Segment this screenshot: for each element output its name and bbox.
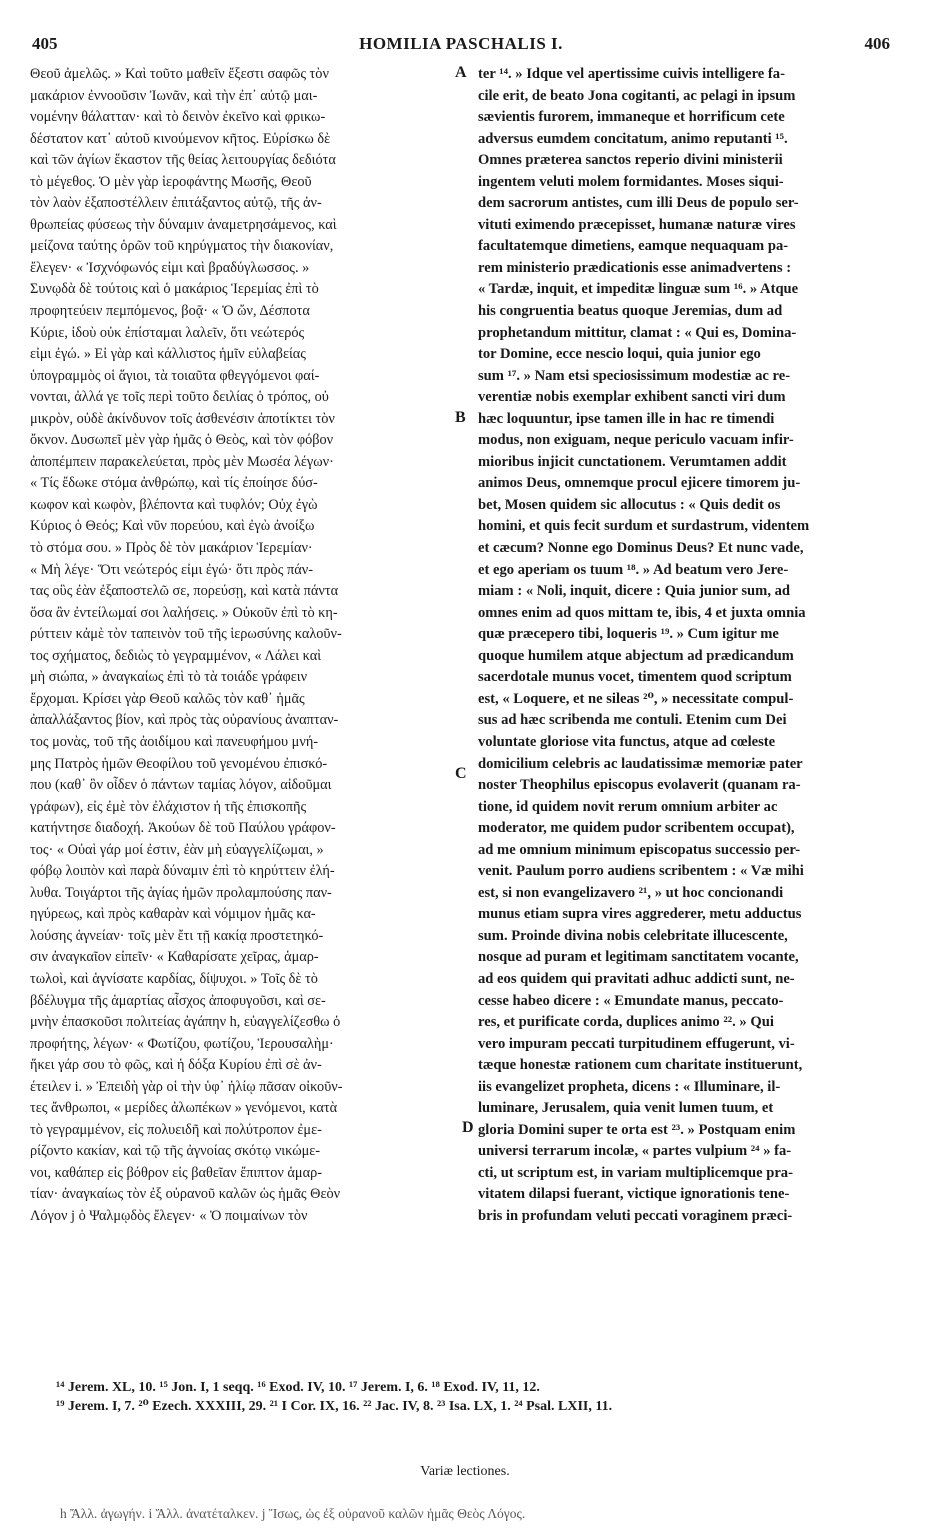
latin-text-line: moderator, me quidem pudor scribentem occupat), [478, 820, 795, 837]
greek-text-line: ἔρχομαι. Κρίσει γὰρ Θεοῦ καλῶς τὸν καθ᾽ ἡμᾶς [30, 690, 305, 707]
latin-text-line: quoque humilem atque abjectum ad prædicandum [478, 647, 794, 664]
margin-marker-a: A [455, 64, 467, 81]
latin-text-line: verentiæ nobis exemplar exhibent sancti viri dum [478, 389, 786, 406]
greek-text-line: θρωπείας φύσεως τὴν δύναμιν ἀναμετρησάμενος, καὶ [30, 216, 337, 233]
footnotes [56, 1378, 906, 1416]
latin-text-line: venit. Paulum porro audiens scribentem : « Væ mihi [478, 863, 804, 880]
latin-text-line: voluntate gloriose vita functus, atque ad cœleste [478, 733, 776, 750]
greek-text-line: μικρὸν, οὐδὲ ἀκίνδυνον τοῖς ἀσθενέσιν ἀποτίκτει τὸν [30, 410, 335, 427]
greek-text-line: μὴ σιώπα, » ἀναγκαίως ἐπὶ τὸ τὰ τοιάδε γράφειν [30, 669, 308, 686]
latin-text-line: quæ præcepero tibi, loqueris ¹⁹. » Cum igitur me [478, 626, 779, 643]
greek-text-line: μνὴν ἐπασκοῦσι πολιτείας ἀγάπην h, εὐαγγελίζεσθω ὁ [30, 1014, 341, 1031]
latin-text-line: sum. Proinde divina nobis celebritate illucescente, [478, 927, 788, 944]
latin-text-line: tione, id quidem novit rerum omnium arbiter ac [478, 798, 778, 815]
latin-text-line: cesse habeo dicere : « Emundate manus, peccato- [478, 992, 784, 1009]
latin-text-line: rem ministerio prædicationis esse animadvertens : [478, 259, 792, 276]
greek-text-line: τίαν· ἀναγκαίως τὸν ἐξ οὐρανοῦ καλῶν ὡς ἡμᾶς Θεὸν [30, 1186, 341, 1203]
greek-text-line: τὸ στόμα σου. » Πρὸς δὲ τὸν μακάριον Ἱερεμίαν· [30, 540, 313, 557]
latin-text-line: vitatem dilapsi fuerant, victique ignorationis tene- [478, 1186, 790, 1203]
greek-text-line: τος· « Οὐαὶ γάρ μοί ἐστιν, ἐὰν μὴ εὐαγγελίζωμαι, » [30, 841, 324, 858]
latin-text-line: est, si non evangelizavero ²¹, » ut hoc concionandi [478, 884, 784, 901]
greek-column [30, 64, 462, 1228]
latin-text-line: est, « Loquere, et ne sileas ²⁰, » necessitate compul- [478, 690, 794, 707]
margin-marker-b: B [455, 409, 466, 426]
greek-text-line: « Τίς ἔδωκε στόμα ἀνθρώπῳ, καὶ τίς ἐποίησε δύσ- [30, 475, 318, 492]
greek-text-line: νομένην θάλατταν· καὶ τὸ δεινὸν ἐκεῖνο καὶ φρικω- [30, 109, 326, 126]
greek-text-line: νοι, καθάπερ εἰς βόθρον εἰς βαθεῖαν ἔπιπτον ἁμαρ- [30, 1164, 322, 1181]
latin-text-line: sum ¹⁷. » Nam etsi speciosissimum modestiæ ac re- [478, 367, 791, 384]
greek-text-line: « Μὴ λέγε· Ὅτι νεώτερός εἰμι ἐγώ· ὅτι πρὸς πάν- [30, 561, 313, 578]
page-number-left: 405 [32, 34, 58, 53]
latin-text-line: ad eos quidem qui pravitati adhuc addicti sunt, ne- [478, 970, 795, 987]
latin-text-line: luminare, Jerusalem, quia venit lumen tuum, et [478, 1100, 774, 1117]
page-header [32, 34, 890, 58]
latin-text-line: noster Theophilus episcopus evolaverit (quanam ra- [478, 777, 801, 794]
greek-text-line: τες ἄνθρωποι, « μερίδες ἀλωπέκων » γενόμενοι, κατὰ [30, 1100, 338, 1117]
greek-text-line: που (καθ᾽ ὃν οἶδεν ὁ πάντων ταμίας λόγον, αἰδοῦμαι [30, 777, 332, 794]
latin-text-line: « Tardæ, inquit, et impeditæ linguæ sum ¹⁶. » Atque [478, 281, 799, 298]
greek-text-line: προφήτης, λέγων· « Φωτίζου, φωτίζου, Ἱερουσαλὴμ· [30, 1035, 334, 1052]
page-number-right: 406 [864, 34, 890, 53]
latin-text-line: miam : « Noli, inquit, dicere : Quia junior sum, ad [478, 583, 791, 600]
latin-text-line: his congruentia beatus quoque Jeremias, dum ad [478, 303, 783, 320]
greek-text-line: προφητεύειν πεμπόμενος, βοᾷ· « Ὁ ὤν, Δέσποτα [30, 303, 310, 320]
footnote-line: ¹⁹ Jerem. I, 7. ²⁰ Ezech. XXXIII, 29. ²¹ I Cor. IX, 16. ²² Jac. IV, 8. ²³ Isa. LX, 1. ²⁴ Psal. LXII, 11. [56, 1399, 613, 1414]
greek-text-line: Συνῳδὰ δὲ τούτοις καὶ ὁ μακάριος Ἱερεμίας ἐπὶ τὸ [30, 281, 319, 298]
latin-column [478, 64, 898, 1228]
latin-text-line: bris in profundam veluti peccati voraginem præci- [478, 1207, 793, 1224]
greek-text-line: βδέλυγμα τῆς ἁμαρτίας αἶσχος ἀποφυγοῦσι, καὶ σε- [30, 992, 326, 1009]
greek-text-line: τωλοὶ, καὶ ἁγνίσατε καρδίας, δίψυχοι. » Τοῖς δὲ τὸ [30, 970, 318, 987]
variae-lectiones-text: h Ἄλλ. ἀγωγήν. i Ἄλλ. ἀνατέταλκεν. j Ἴσως, ὡς ἐξ οὐρανοῦ καλῶν ἡμᾶς Θεὸς Λόγος. [60, 1506, 526, 1521]
latin-text-line: nosque ad puram et legitimam sanctitatem vocante, [478, 949, 799, 966]
greek-text-line: ρίζοντο κακίαν, καὶ τῷ τῆς ἀγνοίας σκότῳ νικώμε- [30, 1143, 321, 1160]
greek-text-line: Λόγον j ὁ Ψαλμῳδὸς ἔλεγεν· « Ὁ ποιμαίνων τὸν [30, 1207, 308, 1224]
latin-text-line: cti, ut scriptum est, in variam multiplicemque pra- [478, 1164, 793, 1181]
greek-text-line: τας οὓς ἐὰν ἐξαποστελῶ σε, πορεύσῃ, καὶ κατὰ πάντα [30, 583, 339, 600]
latin-text-line: universi terrarum incolæ, « partes vulpium ²⁴ » fa- [478, 1143, 792, 1160]
latin-text-line: sacerdotale munus vocet, timentem quod scriptum [478, 669, 792, 686]
latin-text-line: facultatemque dimetiens, eamque nequaquam pa- [478, 238, 789, 255]
latin-text-line: cile erit, de beato Jona cogitanti, ac pelagi in ipsum [478, 87, 796, 104]
greek-text-line: καὶ τῶν ἁγίων ἕκαστον τῆς θείας λειτουργίας δεδιότα [30, 152, 336, 169]
greek-text-line: ηγύρεως, καὶ πρὸς καθαρὰν καὶ νόμιμον ἡμᾶς κα- [30, 906, 316, 923]
greek-text-line: τος σχήματος, δεδιὼς τὸ γεγραμμένον, « Λάλει καὶ [30, 647, 322, 664]
greek-text-line: κατήντησε διαδοχή. Ἀκούων δὲ τοῦ Παύλου γράφον- [30, 820, 336, 837]
greek-text-line: τὸν λαὸν ἐξαποστέλλειν ἐπιτάξαντος αὐτῷ, τῆς ἀν- [30, 195, 322, 212]
greek-text-line: ὅσα ἂν ἐντείλωμαί σοι λαλήσεις. » Οὐκοῦν ἐπὶ τὸ κη- [30, 604, 338, 621]
greek-text-line: σιν ἀναγκαῖον εἰπεῖν· « Καθαρίσατε χεῖρας, ἁμαρ- [30, 949, 319, 966]
latin-text-line: et cæcum? Nonne ego Dominus Deus? Et nunc vade, [478, 540, 804, 557]
greek-text-line: Κύριος ὁ Θεός; Καὶ νῦν πορεύου, καὶ ἐγὼ ἀνοίξω [30, 518, 315, 535]
latin-text-line: modus, non exiguam, neque periculo vacuam infir- [478, 432, 794, 449]
latin-text-line: domicilium celebris ac laudatissimæ memoriæ pater [478, 755, 803, 772]
latin-text-line: ad me omnium minimum episcopatus successio per- [478, 841, 801, 858]
greek-text-line: ὄκνον. Δυσωπεῖ μὲν γὰρ ἡμᾶς ὁ Θεὸς, καὶ τὸν φόβον [30, 432, 334, 449]
margin-marker-d: D [462, 1119, 474, 1136]
greek-text-line: μείζονα ταύτης ὁρῶν τοῦ κηρύγματος τὴν διακονίαν, [30, 238, 334, 255]
greek-text-line: Θεοῦ ἀμελῶς. » Καὶ τοῦτο μαθεῖν ἔξεστι σαφῶς τὸν [30, 66, 329, 82]
greek-text-line: ἔλεγεν· « Ἰσχνόφωνός εἰμι καὶ βραδύγλωσσος. » [30, 259, 310, 276]
greek-text-line: έτειλεν i. » Ἐπειδὴ γὰρ οἱ τὴν ὑφ᾽ ἡλίῳ πᾶσαν οἰκοῦν- [30, 1078, 343, 1095]
greek-text-line: μακάριον ἐννοοῦσιν Ἰωνᾶν, καὶ τὴν ἐπ᾽ αὐτῷ μαι- [30, 87, 318, 104]
latin-text-line: res, et purificate corda, duplices animo ²². » Qui [478, 1014, 774, 1031]
greek-text-line: φόβῳ λοιπὸν καὶ παρὰ δύναμιν ἐπὶ τὸ κηρύττειν ἐλή- [30, 863, 335, 880]
greek-text-line: λούσης ἁγνείαν· τοῖς μὲν ἔτι τῇ κακίᾳ προστετηκό- [30, 927, 324, 944]
greek-text-line: νονται, ἀλλά γε τοῖς περὶ τοῦτο δειλίας ὁ τρόπος, οὐ [30, 389, 329, 406]
variae-lectiones-title: Variæ lectiones. [420, 1464, 510, 1479]
footnote-line: ¹⁴ Jerem. XL, 10. ¹⁵ Jon. I, 1 seqq. ¹⁶ Exod. IV, 10. ¹⁷ Jerem. I, 6. ¹⁸ Exod. IV, 11, 12. [56, 1380, 540, 1395]
greek-text-line: ὑπογραμμὸς οἱ ἅγιοι, τὰ τοιαῦτα φθεγγόμενοι φαί- [30, 367, 320, 384]
latin-text-line: et ego aperiam os tuum ¹⁸. » Ad beatum vero Jere- [478, 561, 789, 578]
greek-text-line: Κύριε, ἰδοὺ οὐκ ἐπίσταμαι λαλεῖν, ὅτι νεώτερός [30, 324, 305, 341]
latin-text-line: prophetandum mittitur, clamat : « Qui es, Domina- [478, 324, 797, 341]
greek-text-line: τος μονὰς, τοῦ τῆς ἀοιδίμου καὶ πανευφήμου μνή- [30, 733, 319, 750]
latin-text-line: animos Deus, omnemque procul ejicere timorem ju- [478, 475, 801, 492]
greek-text-line: μης Πατρὸς ἡμῶν Θεοφίλου τοῦ γενομένου ἐπισκό- [30, 755, 328, 772]
greek-text-line: κωφον καὶ κωφὸν, βλέποντα καὶ τυφλόν; Οὐχ ἐγὼ [30, 496, 318, 513]
latin-text-line: sævientis furorem, immaneque et horrificum cete [478, 109, 785, 126]
latin-text-line: tor Domine, ecce nescio loqui, quia junior ego [478, 346, 761, 363]
greek-text-line: τὸ μέγεθος. Ὁ μὲν γὰρ ἱεροφάντης Μωσῆς, Θεοῦ [30, 173, 312, 190]
greek-text-line: γράφων), εἰς ἐμὲ τὸν ἐλάχιστον ἡ τῆς ἐπισκοπῆς [30, 798, 307, 815]
latin-text-line: hæc loquuntur, ipse tamen ille in hac re timendi [478, 410, 775, 427]
latin-text-line: vituti eximendo præcepisset, humanæ naturæ vires [478, 216, 796, 233]
running-title: HOMILIA PASCHALIS I. [359, 34, 563, 53]
greek-text-line: εἰμι ἐγώ. » Εἰ γὰρ καὶ κάλλιστος ἡμῖν εὐλαβείας [30, 346, 306, 363]
latin-text-line: bet, Mosen quidem sic allocutus : « Quis dedit os [478, 496, 781, 513]
latin-text-line: mioribus injicit cunctationem. Verumtamen addit [478, 453, 787, 470]
greek-text-line: λυθα. Τοιγάρτοι τῆς ἁγίας ἡμῶν προλαμπούσης παν- [30, 884, 332, 901]
latin-text-line: munus etiam supra vires aggrederer, metu adductus [478, 906, 802, 923]
greek-text-line: ἀποπέμπειν παρακελεύεται, πρὸς μὲν Μωσέα λέγων· [30, 453, 334, 470]
latin-text-line: omnes enim ad quos mittam te, ibis, 4 et juxta omnia [478, 604, 806, 621]
latin-text-line: homini, et quis fecit surdum et surdastrum, videntem [478, 518, 810, 535]
margin-marker-c: C [455, 765, 467, 782]
greek-text-line: ρύττειν κἀμὲ τὸν ταπεινὸν τοῦ τῆς ἱερωσύνης καλοῦν- [30, 626, 342, 643]
latin-text-line: gloria Domini super te orta est ²³. » Postquam enim [478, 1121, 796, 1138]
latin-text-line: iis evangelizet propheta, dicens : « Illuminare, il- [478, 1078, 781, 1095]
latin-text-line: sus ad hæc scribenda me contuli. Etenim cum Dei [478, 712, 787, 729]
greek-text-line: δέστατον κατ᾽ αὐτοῦ κινούμενον κῆτος. Εὑρίσκω δὲ [30, 130, 331, 147]
latin-text-line: vero impuram peccati turpitudinem effugerunt, vi- [478, 1035, 795, 1052]
greek-text-line: τὸ γεγραμμένον, εἰς πολυειδῆ καὶ πολύτροπον ἐμε- [30, 1121, 322, 1138]
greek-text-line: ἀπαλλάξαντος βίον, καὶ πρὸς τὰς οὐρανίους ἀναπταν- [30, 712, 339, 729]
latin-text-line: adversus eumdem concitatum, animo reputanti ¹⁵. [478, 130, 788, 147]
latin-text-line: ingentem veluti molem formidantes. Moses siqui- [478, 173, 784, 190]
latin-text-line: ter ¹⁴. » Idque vel apertissime cuivis intelligere fa- [478, 66, 785, 82]
greek-text-line: ἥκει γάρ σου τὸ φῶς, καὶ ἡ δόξα Κυρίου ἐπὶ σὲ ἀν- [30, 1057, 322, 1074]
latin-text-line: Omnes præterea sanctos reperio divini ministerii [478, 152, 783, 169]
latin-text-line: tæque honestæ rationem cum charitate instituerunt, [478, 1057, 803, 1074]
latin-text-line: dem sacrorum antistes, cum illi Deus de populo ser- [478, 195, 799, 212]
